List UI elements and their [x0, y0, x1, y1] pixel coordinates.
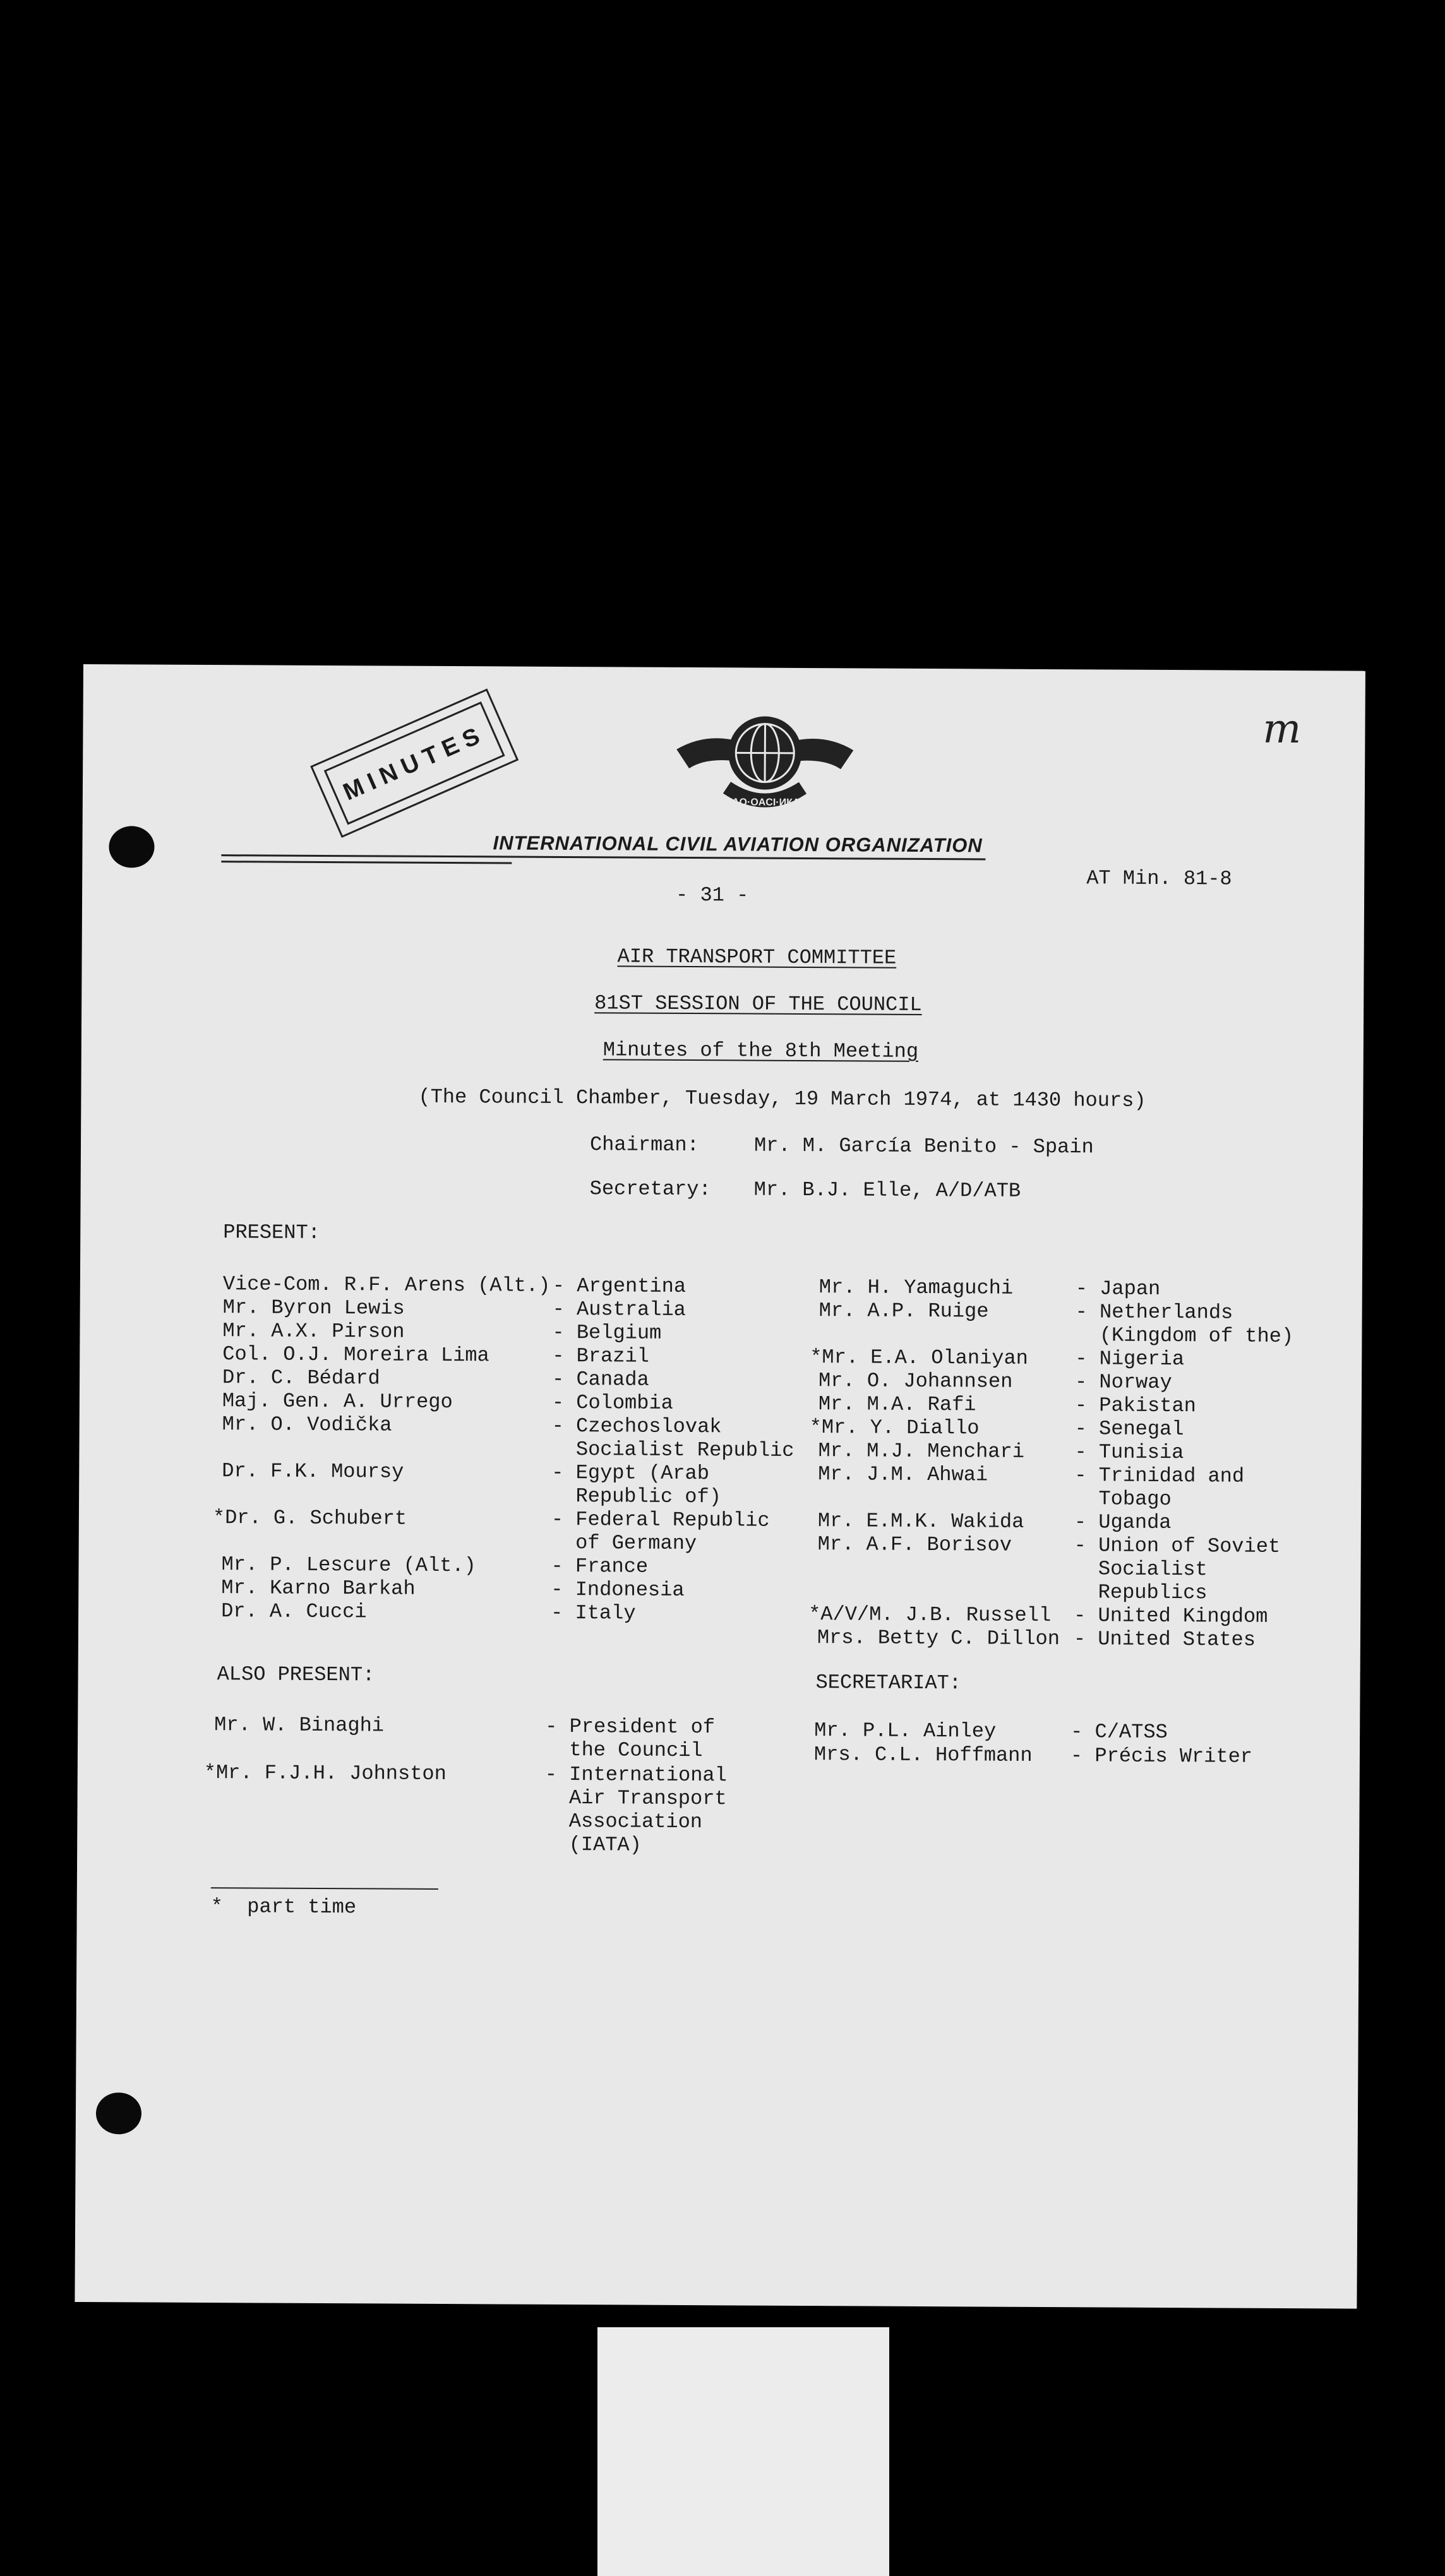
also-present-name: Mr. W. Binaghi — [214, 1713, 385, 1738]
present-right-names — [808, 1275, 1062, 1651]
member-country: - Brazil — [552, 1344, 649, 1368]
also-present-name: *Mr. F.J.H. Johnston — [203, 1761, 447, 1786]
header-rule-2 — [221, 861, 512, 864]
member-country: - Trinidad and Tobago — [1074, 1464, 1245, 1512]
member-name: Mr. A.F. Borisov — [817, 1532, 1012, 1557]
member-name: Mr. A.X. Pirson — [222, 1319, 405, 1344]
target-card — [597, 2327, 889, 2576]
member-country: - United Kingdom — [1074, 1604, 1268, 1628]
member-name: Dr. F.K. Moursy — [222, 1459, 404, 1484]
punch-hole-bottom — [96, 2092, 141, 2134]
member-name: Mr. P. Lescure (Alt.) — [221, 1553, 476, 1578]
minutes-stamp: MINUTES — [310, 688, 519, 838]
organization-name: INTERNATIONAL CIVIL AVIATION ORGANIZATION — [493, 832, 983, 857]
present-left-names — [212, 1272, 551, 1625]
member-country: - United States — [1073, 1627, 1256, 1652]
secretary-value: Mr. B.J. Elle, A/D/ATB — [753, 1178, 1021, 1203]
document-page — [75, 664, 1365, 2309]
logo-text: ICAO·OACI·ИКАО — [721, 797, 808, 809]
secretariat-heading: SECRETARIAT: — [815, 1671, 962, 1695]
member-name: Mrs. Betty C. Dillon — [817, 1626, 1060, 1651]
footnote-rule — [211, 1887, 438, 1890]
member-country: - France — [551, 1554, 649, 1578]
session-title: 81ST SESSION OF THE COUNCIL — [594, 991, 922, 1017]
member-country: - Argentina — [552, 1273, 687, 1299]
member-country: - Belgium — [552, 1320, 662, 1345]
member-name: Mr. O. Vodička — [222, 1412, 392, 1437]
member-country: - Tunisia — [1074, 1440, 1184, 1465]
member-name: Mr. Byron Lewis — [222, 1296, 405, 1320]
member-country: - Czechoslovak Socialist Republic — [551, 1414, 794, 1462]
secretariat-name: Mrs. C.L. Hoffmann — [813, 1743, 1033, 1767]
member-country: - Indonesia — [551, 1577, 685, 1602]
meeting-location: (The Council Chamber, Tuesday, 19 March 1974, at 1430 hours) — [418, 1085, 1146, 1112]
member-country: - Colombia — [551, 1390, 674, 1415]
member-country: - Japan — [1075, 1277, 1161, 1301]
present-heading: PRESENT: — [223, 1220, 321, 1244]
secretariat-role: - C/ATSS — [1070, 1720, 1168, 1744]
also-present-role: - President of the Council — [544, 1714, 716, 1763]
member-name: Mr. M.J. Menchari — [818, 1439, 1025, 1464]
member-name: Mr. M.A. Rafi — [818, 1392, 976, 1417]
member-country: - Netherlands (Kingdom of the) — [1075, 1300, 1294, 1349]
member-name: Mr. O. Johannsen — [818, 1369, 1013, 1393]
member-name: Mr. A.P. Ruige — [818, 1299, 989, 1323]
member-country: - Australia — [552, 1297, 686, 1322]
meeting-title: Minutes of the 8th Meeting — [603, 1038, 919, 1063]
member-country: - Pakistan — [1074, 1393, 1197, 1418]
member-name: *Mr. Y. Diallo — [809, 1416, 980, 1440]
committee-title: AIR TRANSPORT COMMITTEE — [617, 945, 897, 970]
member-country: - Italy — [551, 1601, 636, 1625]
footnote: * part time — [210, 1895, 357, 1919]
member-name: Mr. E.M.K. Wakida — [817, 1509, 1024, 1534]
also-present-heading: ALSO PRESENT: — [217, 1662, 375, 1687]
member-name: Mr. Karno Barkah — [221, 1576, 416, 1601]
secretariat-role: - Précis Writer — [1070, 1744, 1253, 1768]
member-country: - Canada — [551, 1367, 649, 1392]
member-country: - Norway — [1074, 1370, 1172, 1395]
member-name: Vice-Com. R.F. Arens (Alt.) — [222, 1272, 551, 1297]
chairman-label: Chairman: — [589, 1133, 699, 1157]
document-reference: AT Min. 81-8 — [1086, 866, 1232, 891]
member-name: Maj. Gen. A. Urrego — [222, 1389, 453, 1414]
member-name: Dr. C. Bédard — [222, 1366, 380, 1390]
member-country: - Senegal — [1074, 1417, 1184, 1441]
member-country: - Egypt (Arab Republic of) — [551, 1460, 722, 1509]
present-left-countries — [551, 1274, 795, 1626]
member-name: Mr. H. Yamaguchi — [818, 1275, 1014, 1300]
secretary-label: Secretary: — [589, 1177, 711, 1202]
page-number: - 31 - — [676, 883, 749, 907]
punch-hole-top — [109, 826, 154, 868]
handwritten-mark: m — [1262, 705, 1302, 753]
member-country: - Nigeria — [1075, 1347, 1185, 1371]
member-country: - Uganda — [1074, 1510, 1172, 1535]
member-name: Mr. J.M. Ahwai — [818, 1462, 988, 1487]
present-right-countries — [1074, 1277, 1294, 1652]
member-country: - Federal Republic of Germany — [551, 1507, 770, 1556]
member-name: *Mr. E.A. Olaniyan — [810, 1345, 1029, 1370]
member-name: *Dr. G. Schubert — [212, 1506, 407, 1530]
member-country: - Union of Soviet Socialist Republics — [1074, 1534, 1281, 1605]
also-present-role: - International Air Transport Association (IATA) — [544, 1762, 727, 1857]
member-name: Col. O.J. Moreira Lima — [222, 1342, 489, 1368]
icao-logo — [670, 705, 860, 826]
chairman-value: Mr. M. García Benito - Spain — [753, 1133, 1094, 1159]
member-name: *A/V/M. J.B. Russell — [808, 1602, 1052, 1628]
secretariat-name: Mr. P.L. Ainley — [814, 1719, 997, 1743]
member-name: Dr. A. Cucci — [221, 1599, 367, 1624]
